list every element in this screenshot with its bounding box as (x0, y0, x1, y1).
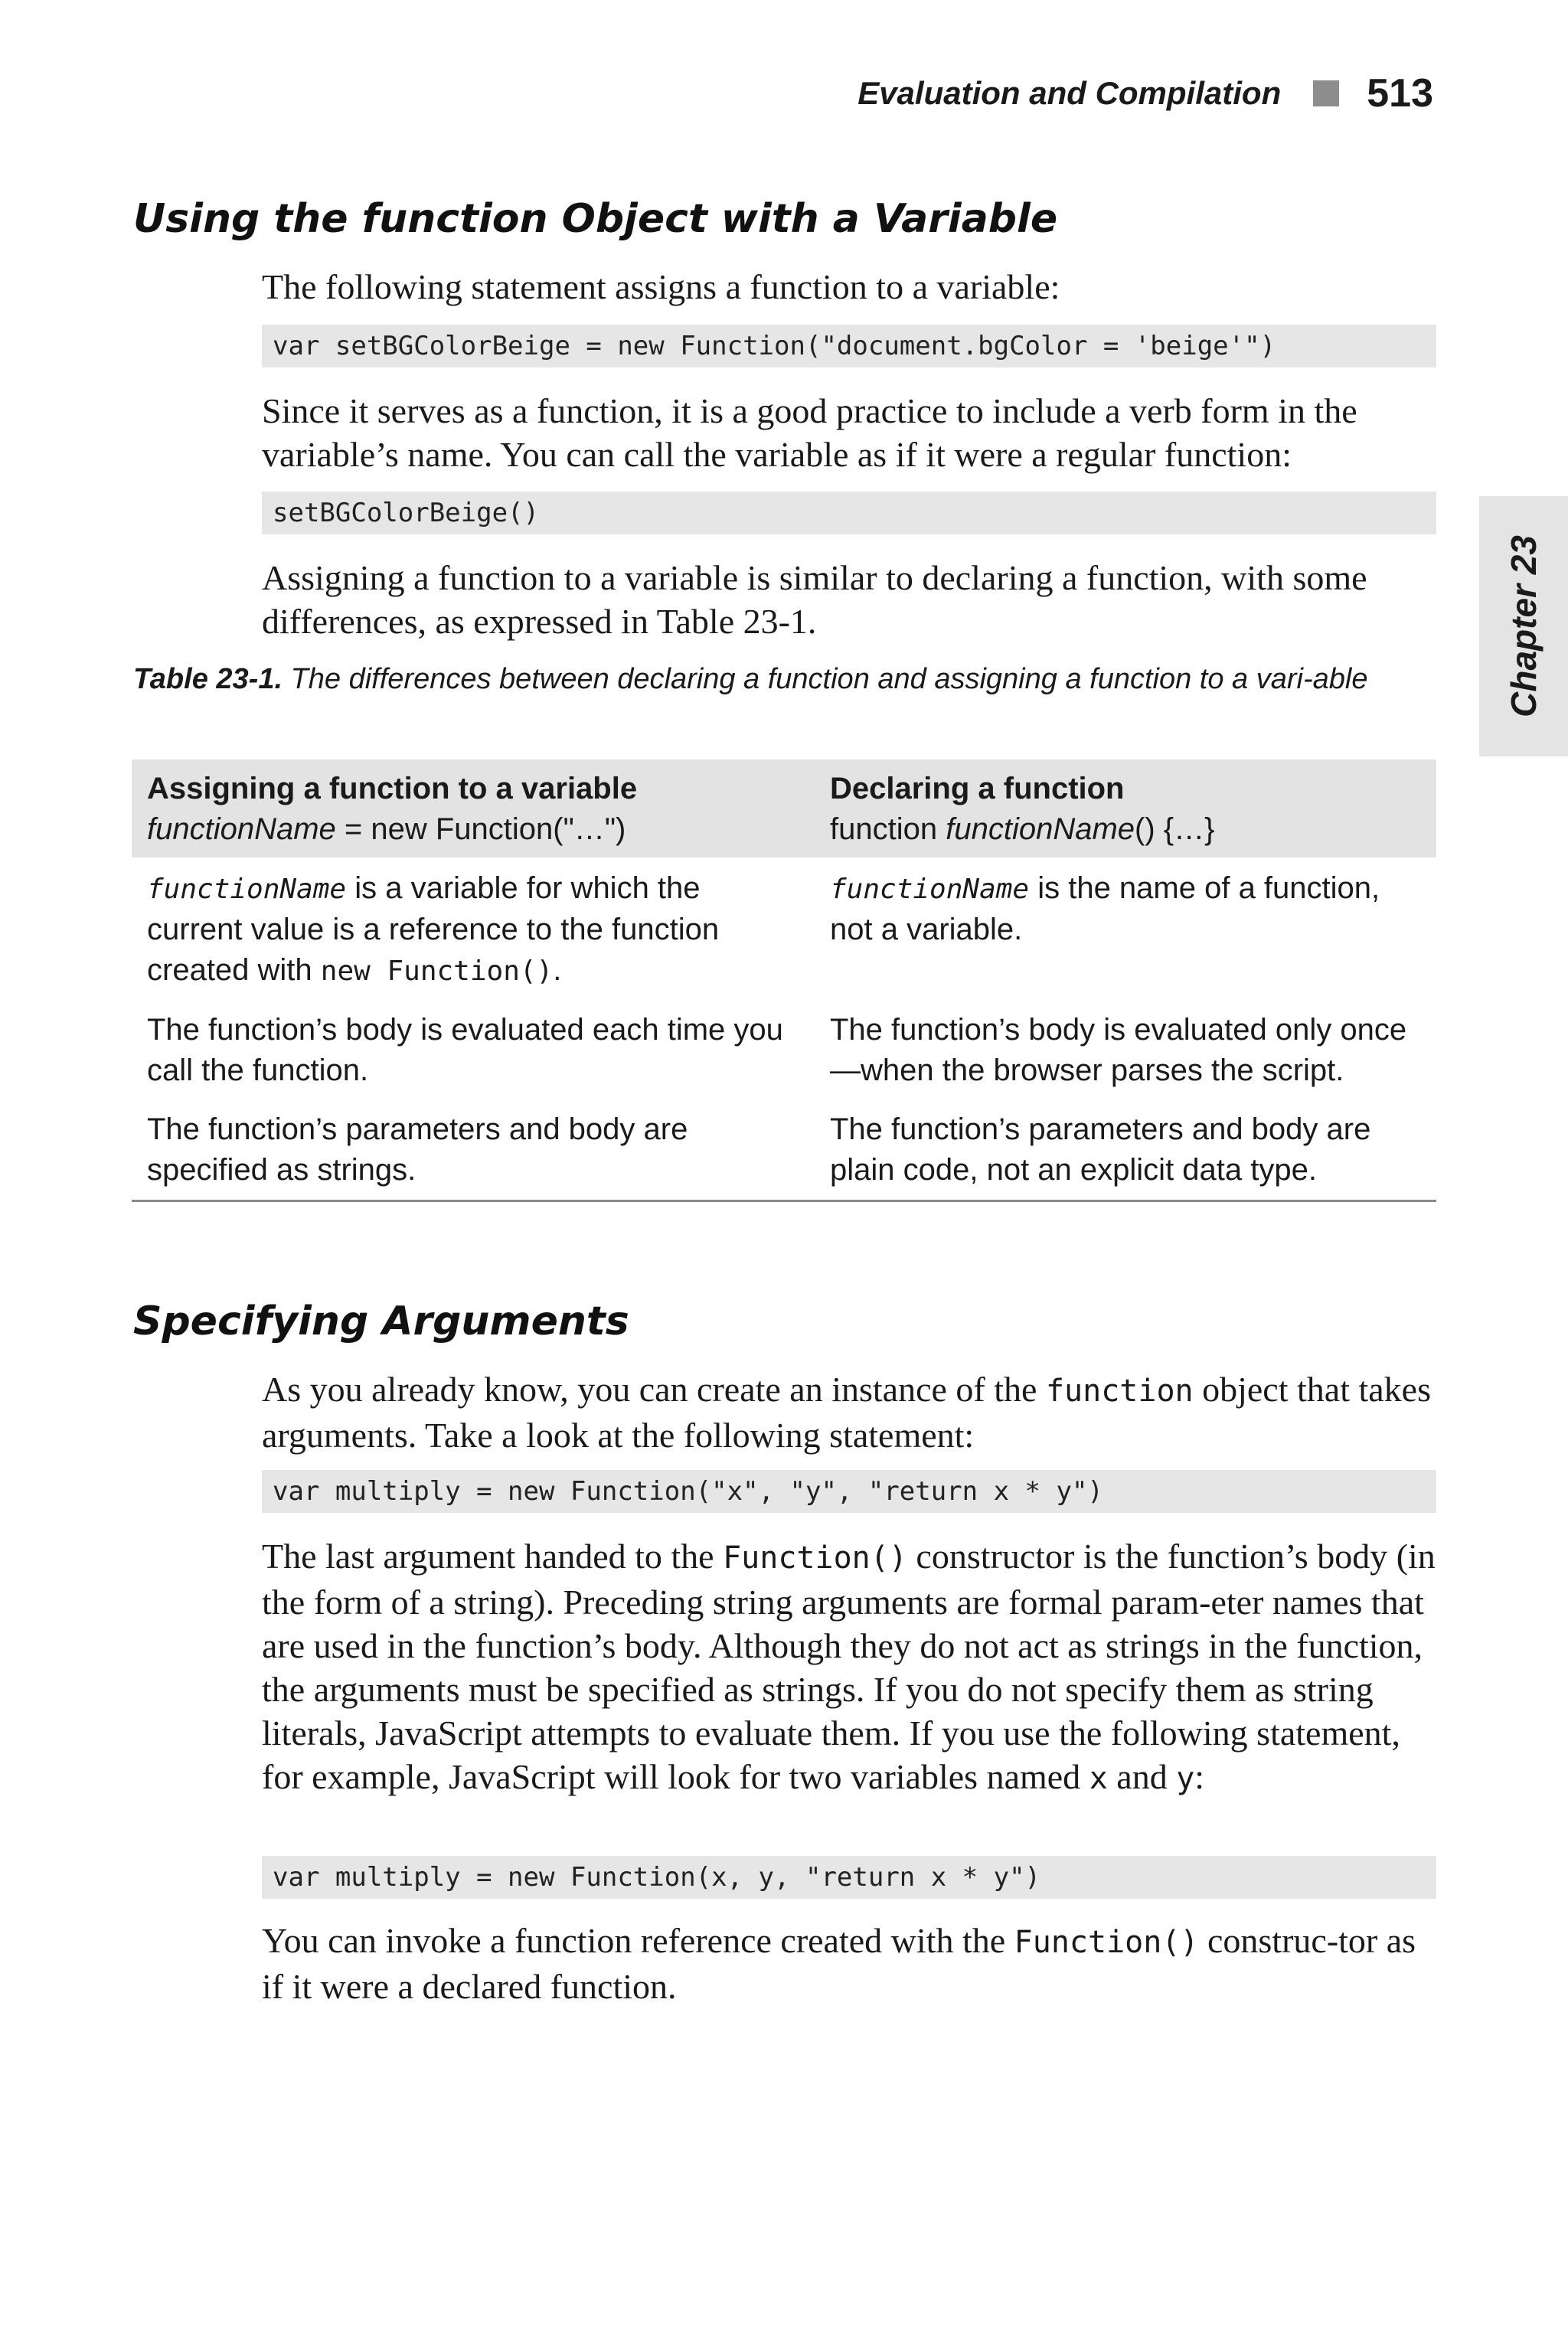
table-cell: functionName is a variable for which the current value is a reference to the function created with new Function(). (147, 871, 720, 987)
table-cell: The function’s body is evaluated only once—when the browser parses the script. (830, 1013, 1407, 1087)
table-header-cell: Assigning a function to a variable functionName = new Function("…") (132, 760, 815, 858)
paragraph: Since it serves as a function, it is a good practice to include a verb form in the variable’s name. You can call the variable as if it were a regular function: (262, 391, 1357, 474)
header-square-ornament (1313, 80, 1339, 106)
table-cell: The function’s parameters and body are specified as strings. (132, 1100, 815, 1201)
section-heading-function-object: Using the function Object with a Variable (133, 196, 1058, 242)
table-caption-label: Table 23-1. (133, 663, 283, 695)
paragraph: The following statement assigns a function to a variable: (262, 267, 1060, 306)
chapter-tab-label: Chapter 23 (1504, 535, 1544, 717)
chapter-tab (1479, 496, 1568, 756)
code-block: var multiply = new Function("x", "y", "return x * y") (262, 1470, 1436, 1513)
table-header-row (132, 760, 1436, 858)
code-block: var setBGColorBeige = new Function("document.bgColor = 'beige'") (262, 325, 1436, 368)
running-header (858, 70, 1433, 116)
page-number: 513 (1367, 71, 1433, 116)
code-block: var multiply = new Function(x, y, "return x * y") (262, 1856, 1436, 1899)
table-header-cell: Declaring a function function functionName() {…} (815, 760, 1436, 858)
table-caption (133, 660, 1404, 698)
paragraph: Assigning a function to a variable is similar to declaring a function, with some differences, as expressed in Table 23-1. (262, 558, 1367, 641)
paragraph: The last argument handed to the Function() constructor is the function’s body (in the form of a string). Preceding string arguments are formal param-eter names that are used in the function’s body. Although they do not act as strings in the function, the arguments must be specified as strings. If you do not specify them as string literals, JavaScript attempts to evaluate them. If you use the following statement, for example, JavaScript will look for two variables named x and y: (262, 1537, 1436, 1796)
table-row (132, 858, 1436, 1001)
table-cell: The function’s body is evaluated each time you call the function. (147, 1013, 783, 1087)
table-row (132, 1100, 1436, 1201)
table-caption-text: The differences between declaring a function and assigning a function to a vari-able (283, 663, 1368, 695)
section-heading-specifying-arguments: Specifying Arguments (133, 1298, 629, 1344)
table-cell: functionName is the name of a function, not a variable. (830, 871, 1380, 946)
running-title: Evaluation and Compilation (858, 75, 1282, 111)
paragraph: As you already know, you can create an instance of the function object that takes arguments. Take a look at the following statement: (262, 1370, 1431, 1455)
paragraph: You can invoke a function reference created with the Function() construc-tor as if it were a declared function. (262, 1921, 1416, 2006)
comparison-table (132, 760, 1436, 1202)
table-cell: The function’s parameters and body are plain code, not an explicit data type. (815, 1100, 1436, 1201)
code-block: setBGColorBeige() (262, 492, 1436, 534)
table-row (132, 1001, 1436, 1100)
